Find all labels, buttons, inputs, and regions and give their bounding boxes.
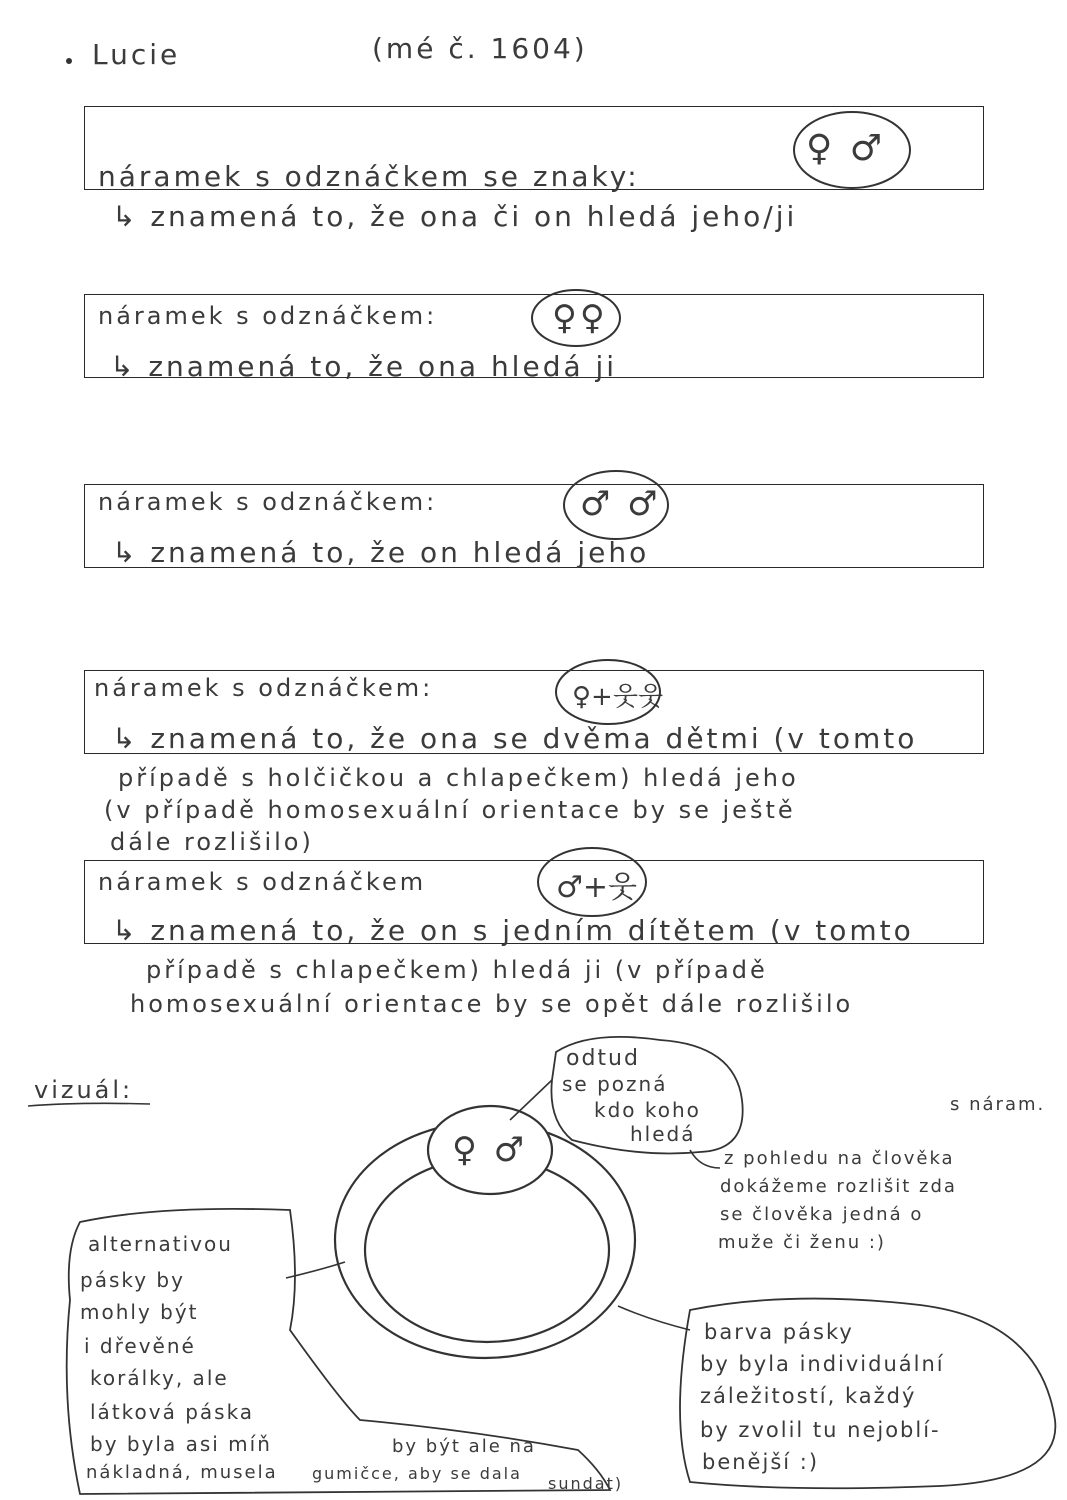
block-4-symbol-circle (556, 660, 660, 724)
author-name: Lucie (92, 38, 181, 71)
block-3-line-1: ↳ znamená to, že on hledá jeho (112, 536, 650, 569)
block-2-symbols: ♀♀ (552, 298, 608, 338)
bubble-right-line-1: barva pásky (704, 1320, 854, 1344)
block-5-symbol-circle (538, 848, 646, 916)
reference-number: (mé č. 1604) (372, 32, 588, 65)
bubble-right-line-4: by zvolil tu nejoblí- (700, 1418, 941, 1442)
badge-symbols: ♀ ♂ (452, 1130, 528, 1170)
block-3-symbol-circle (564, 471, 668, 539)
bubble-left-line-3: mohly být (80, 1300, 199, 1324)
bubble-left-line-2: pásky by (80, 1268, 185, 1292)
note-right-top: s náram. (950, 1094, 1046, 1115)
bubble-left-line-1: alternativou (88, 1232, 233, 1256)
bubble-top-line-4: hledá (630, 1122, 696, 1146)
bubble-left-extra-2: nákladná, musela (86, 1462, 278, 1483)
block-4-line-1: ↳ znamená to, že ona se dvěma dětmi (v tomto (112, 722, 918, 755)
block-4-line-2: případě s holčičkou a chlapečkem) hledá jeho (118, 764, 799, 792)
block-5-line-1: ↳ znamená to, že on s jedním dítětem (v tomto (112, 914, 914, 947)
note-right-line-3: se člověka jedná o (720, 1204, 924, 1225)
bubble-right-pointer (618, 1306, 690, 1330)
block-3-symbols: ♂ ♂ (580, 484, 661, 524)
bubble-left-line-5: korálky, ale (90, 1366, 229, 1390)
bubble-left-extra-3: gumičce, aby se dala (312, 1464, 522, 1483)
block-4-symbols: ♀+웃웃 (572, 682, 664, 712)
block-2-line-1: ↳ znamená to, že ona hledá ji (110, 350, 618, 383)
block-1-title: náramek s odznáčkem se znaky: (98, 160, 640, 193)
bubble-left-line-7: by byla asi míň (90, 1432, 272, 1456)
bubble-left-line-6: látková páska (90, 1400, 255, 1424)
block-5-title: náramek s odznáčkem (98, 868, 427, 896)
bubble-top-line-3: kdo koho (594, 1098, 701, 1122)
block-4-line-4: dále rozlišilo) (110, 828, 314, 856)
vizual-label: vizuál: (34, 1076, 134, 1104)
bubble-left-extra-1: by být ale na (392, 1436, 536, 1457)
bubble-top-line-2: se pozná (562, 1072, 668, 1096)
bubble-left-extra-4: sundat) (548, 1474, 624, 1493)
block-1-symbols: ♀ ♂ (806, 128, 886, 169)
note-right-line-2: dokážeme rozlišit zda (720, 1176, 957, 1197)
block-4-title: náramek s odznáčkem: (94, 674, 434, 702)
note-right-line-4: muže či ženu :) (718, 1232, 886, 1253)
block-3-title: náramek s odznáčkem: (98, 488, 438, 516)
block-2-symbol-circle (532, 290, 620, 346)
block-5-symbols: ♂+웃 (556, 870, 638, 905)
block-1-line-1: ↳ znamená to, že ona či on hledá jeho/ji (112, 200, 798, 233)
bubble-right-line-5: benější :) (702, 1450, 820, 1474)
block-2-title: náramek s odznáčkem: (98, 302, 438, 330)
note-right-line-1: z pohledu na člověka (724, 1148, 955, 1169)
block-1-symbol-circle (794, 112, 910, 188)
block-5-line-2: případě s chlapečkem) hledá ji (v případě (146, 956, 768, 984)
bubble-top-pointer (510, 1080, 552, 1120)
bubble-right-line-3: záležitostí, každý (700, 1384, 917, 1408)
bubble-right-line-2: by byla individuální (700, 1352, 945, 1376)
bubble-top-line-1: odtud (566, 1046, 640, 1071)
bubble-left-line-4: i dřevěné (84, 1334, 196, 1358)
block-4-line-3: (v případě homosexuální orientace by se ještě (104, 796, 796, 824)
block-5-line-3: homosexuální orientace by se opět dále rozlišilo (130, 990, 854, 1018)
